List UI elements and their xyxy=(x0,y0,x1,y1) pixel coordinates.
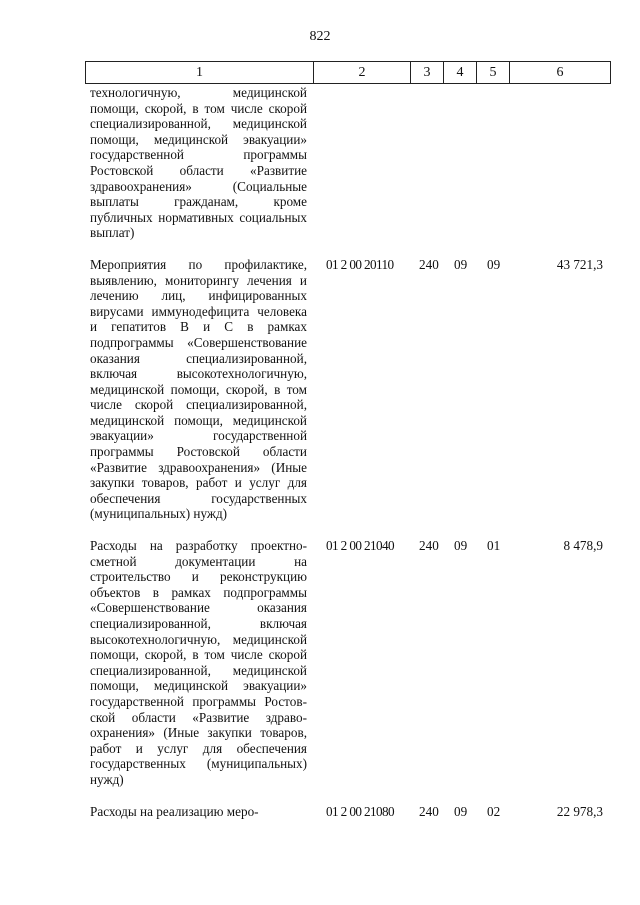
page-number: 822 xyxy=(309,29,331,44)
row-sum: 43 721,3 xyxy=(556,256,603,272)
row-description: Расходы на реализацию меро- xyxy=(90,803,259,819)
row-sum: 8 478,9 xyxy=(563,538,603,554)
row-expense-type: 240 xyxy=(419,803,439,819)
row-description: Мероприятия по профилактике, выявлению, мониторингу лечения и лечению лиц, инфицированных вирусами иммунодефицита человека и гепатитов В и С в рамках подпрограммы «Совершенствование оказания специализированной, включая высокотехнологичную, медицинской помощи, скорой, в том числе скорой специализированной, медицинской помощи, медицинской эвакуации» государственной программы Ростовской области «Развитие здравоохранения» (Иные закупки товаров, работ и услуг для обеспечения государственных (муниципальных) нужд) xyxy=(90,256,307,522)
header-col-2: 2 xyxy=(314,62,411,84)
row-section: 09 xyxy=(454,538,468,554)
table-row xyxy=(85,538,611,788)
row-description: Расходы на разработку проектно-сметной документации на строительство и реконструкцию объектов в рамках подпрограммы «Совершенствование оказания специализированной, включая высокотехнологичную, медицинской помощи, скорой, в том числе скорой специализированной, медицинской помощи, медицинской эвакуации» государственной программы Ростовской области «Развитие здравоохранения» (Иные закупки товаров, работ и услуг для обеспечения государственных (муниципальных) нужд) xyxy=(90,538,307,787)
row-code: 01 2 00 21040 xyxy=(326,538,395,554)
row-expense-type: 240 xyxy=(419,538,439,554)
row-code: 01 2 00 21080 xyxy=(326,803,395,819)
row-subsection: 02 xyxy=(487,803,501,819)
header-col-1: 1 xyxy=(86,62,314,84)
header-col-3: 3 xyxy=(411,62,444,84)
header-col-6: 6 xyxy=(510,62,611,84)
table-row xyxy=(85,85,611,241)
row-section: 09 xyxy=(454,256,468,272)
row-sum: 22 978,3 xyxy=(556,803,603,819)
row-code: 01 2 00 20110 xyxy=(326,256,394,272)
row-section: 09 xyxy=(454,803,468,819)
header-col-5: 5 xyxy=(477,62,510,84)
row-expense-type: 240 xyxy=(419,256,439,272)
row-description: технологичную, медицинской помощи, скорой, в том числе скорой специализированной, медицинской помощи, медицинской эвакуации» государственной программы Ростовской области «Развитие здравоохранения» (Социальные выплаты гражданам, кроме публичных нормативных социальных выплат) xyxy=(90,85,307,241)
table-row xyxy=(85,804,611,820)
row-subsection: 09 xyxy=(487,256,501,272)
table-body xyxy=(85,85,611,819)
header-row xyxy=(86,62,611,84)
table-header xyxy=(85,61,611,84)
header-col-4: 4 xyxy=(444,62,477,84)
table-row xyxy=(85,257,611,522)
row-subsection: 01 xyxy=(487,538,501,554)
